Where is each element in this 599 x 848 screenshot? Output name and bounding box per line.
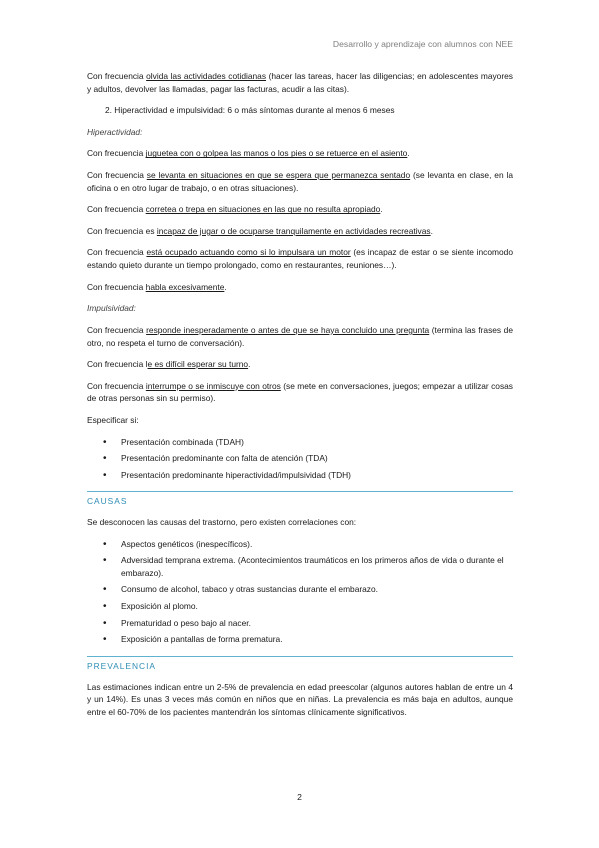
text: (se mete en conversaciones, juegos; empezar a utilizar cosas de otras personas sin su permiso). xyxy=(87,380,513,404)
list-item: • Exposición a pantallas de forma prematura. xyxy=(87,633,513,646)
list-item: • Presentación predominante hiperactividad/impulsividad (TDH) xyxy=(87,469,513,482)
underlined-text: incapaz de jugar o de ocuparse tranquilamente en actividades recreativas xyxy=(156,225,431,236)
symptom-h3 xyxy=(87,203,513,216)
list-item: • Presentación combinada (TDAH) xyxy=(87,436,513,449)
symptom-h1 xyxy=(87,147,513,160)
list-item: • Exposición al plomo. xyxy=(87,600,513,613)
text: Con frecuencia l xyxy=(87,359,148,370)
text: Con frecuencia xyxy=(87,148,146,159)
subheading-hiperactividad: Hiperactividad: xyxy=(87,126,143,137)
symptom-i3 xyxy=(87,380,513,405)
underlined-text: habla excesivamente xyxy=(145,281,225,292)
prevalencia-text: Las estimaciones indican entre un 2-5% de prevalencia en edad preescolar (algunos autores hablan de entre un 4 y un 14%). Es unas 3 veces más común en niños que en niñas. La prevalencia es más baja en adultos, aunque entre el 60-70% de los pacientes mantendrán los síntomas clínicamente significativos. xyxy=(87,681,513,717)
text: Con frecuencia xyxy=(87,281,146,292)
underlined-text: corretea o trepa en situaciones en las que no resulta apropiado xyxy=(145,204,381,215)
section-heading-causas: CAUSAS xyxy=(87,491,513,508)
numbered-item-2: 2. Hiperactividad e impulsividad: 6 o más síntomas durante al menos 6 meses xyxy=(105,105,395,116)
text: (se levanta en clase, en la oficina o en otro lugar de trabajo, o en otras situaciones). xyxy=(87,170,513,193)
underlined-text: se levanta en situaciones en que se espera que permanezca sentado xyxy=(146,170,411,181)
list-item: • Adversidad temprana extrema. (Acontecimientos traumáticos en los primeros años de vida o durante el embarazo). xyxy=(87,554,513,579)
text: Con frecuencia xyxy=(87,324,147,335)
text: (hacer las tareas, hacer las diligencias; en adolescentes mayores y adultos, devolver las llamadas, pagar las facturas, acudir a las citas). xyxy=(87,71,513,94)
causas-intro: Se desconocen las causas del trastorno, pero existen correlaciones con: xyxy=(87,517,357,528)
list-item: • Prematuridad o peso bajo al nacer. xyxy=(87,617,513,630)
text: . xyxy=(248,359,251,370)
underlined-text: interrumpe o se inmiscuye con otros xyxy=(145,380,281,391)
symptom-h4 xyxy=(87,225,513,238)
subheading-impulsividad: Impulsividad: xyxy=(87,303,136,314)
text: Con frecuencia xyxy=(87,71,147,81)
text: Con frecuencia xyxy=(87,247,147,258)
text: . xyxy=(380,204,383,215)
underlined-text: e es difícil esperar su turno xyxy=(147,359,249,370)
underlined-text: juguetea con o golpea las manos o los pies o se retuerce en el asiento xyxy=(145,148,408,159)
presentation-list xyxy=(87,436,513,482)
text: . xyxy=(224,281,227,292)
list-item: • Consumo de alcohol, tabaco y otras sustancias durante el embarazo. xyxy=(87,583,513,596)
list-item: • Aspectos genéticos (inespecíficos). xyxy=(87,538,513,551)
page-number: 2 xyxy=(297,792,302,802)
symptom-h6 xyxy=(87,281,513,294)
section-heading-prevalencia: PREVALENCIA xyxy=(87,656,513,673)
text: Con frecuencia es xyxy=(87,225,157,236)
symptom-i2 xyxy=(87,358,513,371)
symptom-h5 xyxy=(87,246,513,271)
symptom-i1 xyxy=(87,324,513,349)
text: (es incapaz de estar o se siente incomodo estando quieto durante un tiempo prolongado, como en restaurantes, reuniones…). xyxy=(87,247,513,271)
text: Con frecuencia xyxy=(87,204,146,215)
text: Con frecuencia xyxy=(87,170,147,181)
underlined-text: está ocupado actuando como si lo impulsara un motor xyxy=(146,247,351,258)
text: (termina las frases de otro, no respeta el turno de conversación). xyxy=(87,324,513,348)
especificar-label: Especificar si: xyxy=(87,414,139,425)
text: Con frecuencia xyxy=(87,380,146,391)
causas-list xyxy=(87,538,513,646)
text: . xyxy=(430,225,433,236)
running-header: Desarrollo y aprendizaje con alumnos con NEE xyxy=(332,39,513,49)
underlined-text: responde inesperadamente o antes de que se haya concluido una pregunta xyxy=(146,324,430,335)
page-content xyxy=(87,70,513,727)
text: . xyxy=(407,148,410,159)
underlined-text: olvida las actividades cotidianas xyxy=(146,71,267,81)
paragraph-olvida xyxy=(87,70,513,95)
list-item: • Presentación predominante con falta de atención (TDA) xyxy=(87,452,513,465)
symptom-h2 xyxy=(87,169,513,194)
